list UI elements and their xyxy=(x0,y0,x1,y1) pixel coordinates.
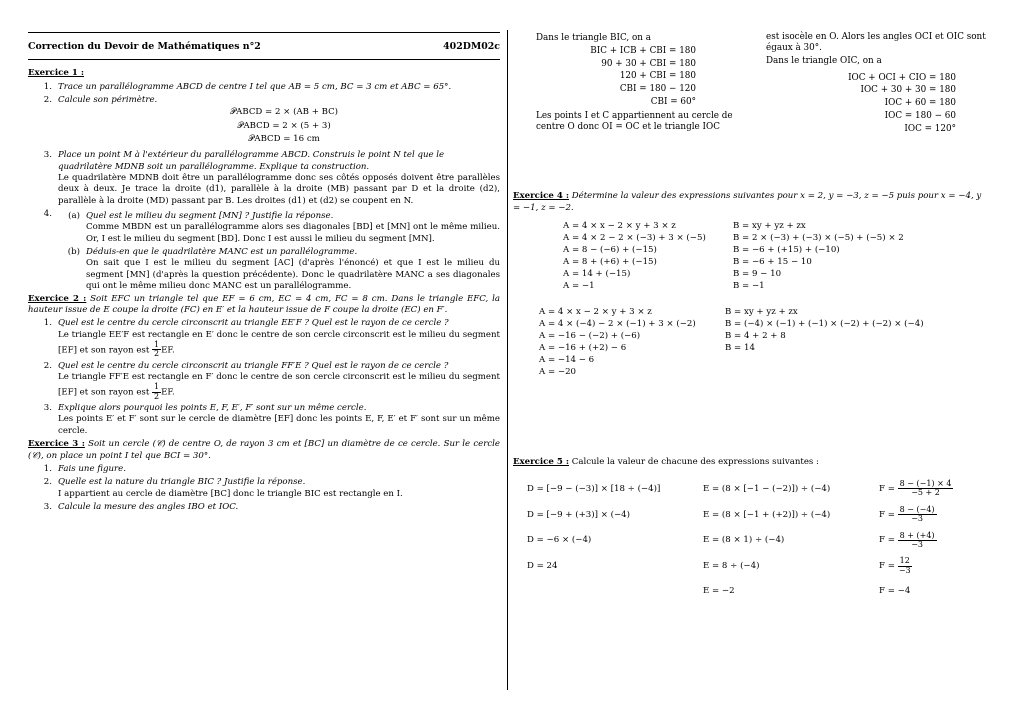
f-fraction: $\frac{8 + (+4)}{-3}$ xyxy=(899,530,935,549)
ex2-answer-1: Le triangle EE′F est rectangle en E′ donc le centre de son cercle circonscrit est le milieu du segment [EF] et son rayon est $\frac{1}{2}$ EF. xyxy=(58,329,500,359)
equation-line: IOC = 180 − 60 xyxy=(884,110,956,121)
ex4-set-1 xyxy=(563,220,987,292)
exercise-3 xyxy=(28,439,500,513)
f-fraction: $\frac{8 - (-1) \times 4}{-5 + 2}$ xyxy=(899,479,952,498)
one-half-fraction: $\frac{1}{2}$ xyxy=(154,339,160,359)
isoceles-text: Les points I et C appartiennent au cercle de centre O donc OI = OC et le triangle IOC xyxy=(536,110,733,133)
header-bottom-rule xyxy=(28,59,500,60)
ex2-question-2: 2. Quel est le centre du cercle circonscrit au triangle FF′E ? Quel est le rayon de ce cercle ? Le triangle FF′E est rectangle en F′ donc le centre de son cercle circonscrit est le milieu du segment [EF] et son rayon est $\frac{1}{2}$ EF. xyxy=(43,360,500,401)
ex4-set2-A: A = 4 × x − 2 × y + 3 × z A = 4 × (−4) − 2 × (−1) + 3 × (−2) A = −16 − (−2) + (−6) A = −16 + (+2) − 6 A = −14 − 6 A = −20 xyxy=(539,307,696,378)
ex1-question-4a: (a) Quel est le milieu du segment [MN] ? Justifie la réponse. Comme MBDN est un parallélogramme alors ses diagonales [BD] et [MN] ont le même milieu. Or, I est le milieu du segment [BD]. Donc I est aussi le milieu du segment [MN]. xyxy=(68,211,500,244)
exercise-4 xyxy=(513,190,987,378)
document-code: 402DM02c xyxy=(443,41,500,52)
exercise-3-label: Exercice 3 : xyxy=(28,439,85,450)
ex2-question-1: 1. Quel est le centre du cercle circonscrit au triangle EE′F ? Quel est le rayon de ce cercle ? Le triangle EE′F est rectangle en E′ donc le centre de son cercle circonscrit est le milieu du segment [EF] et son rayon est $\frac{1}{2}$ EF. xyxy=(43,318,500,359)
equation-line: 90 + 30 + CBI = 180 xyxy=(601,58,696,69)
ex2-intro: Soit EFC un triangle tel que EF = 6 cm, EC = 4 cm, FC = 8 cm. Dans le triangle EFC, la hauteur issue de E coupe la droite (FC) en E′ et la hauteur issue de F coupe la droite (EC) en F′. xyxy=(28,293,500,315)
ex3-question-2: 2. Quelle est la nature du triangle BIC ? Justifie la réponse. I appartient au cercle de diamètre [BC] donc le triangle BIC est rectangle en I. xyxy=(28,477,500,500)
perimeter-line: 𝒫ABCD = 16 cm xyxy=(248,134,320,145)
f-fraction: $\frac{8 - (-4)}{-3}$ xyxy=(899,504,935,524)
ex3-intro: Soit un cercle (𝒞) de centre O, de rayon 3 cm et [BC] un diamètre de ce cercle. Sur le cercle (𝒞), on place un point I tel que BCI = 30°. xyxy=(28,439,500,461)
bic-equations xyxy=(536,45,696,109)
equation-line: CBI = 60° xyxy=(650,96,696,107)
ex5-intro: Calcule la valeur de chacune des expressions suivantes : xyxy=(571,457,819,467)
f-fraction: $\frac{12}{-3}$ xyxy=(898,556,911,575)
header xyxy=(28,33,500,59)
equation-line: 120 + CBI = 180 xyxy=(619,71,696,82)
ex1-answer-3: Le quadrilatère MDNB doit être un parallélogramme donc ses côtés opposés doivent être parallèles deux à deux. Je trace la droite (d1), parallèle à la droite (MB) passant par D et la droite (d2), parallèle à la droite (MD) passant par B. Les droites (d1) et (d2) se coupent en N. xyxy=(58,173,500,206)
ex4-intro: Détermine la valeur des expressions suivantes pour x = 2, y = −3, z = −5 puis pour x = −4, y = −1, z = −2. xyxy=(513,191,982,214)
exercise-5-label: Exercice 5 : xyxy=(513,457,570,467)
ex1-question-4b: (b) Déduis-en que le quadrilatère MANC est un parallélogramme. On sait que I est le milieu du segment [AC] (d'après l'énoncé) et que I est le milieu du segment [MN] (d'après la question précédente). Donc le quadrilatère MANC a ses diagonales qui ont le même milieu donc MANC est un parallélogramme. xyxy=(67,247,500,292)
exercise-4-label: Exercice 4 : xyxy=(513,191,570,201)
ex3-calc-oic: est isocèle en O. Alors les angles OCI et OIC sont égaux à 30°. Dans le triangle OIC, on a IOC + OCI + CIO = 180 IOC + 30 + 30 = 180 IOC + 60 = 180 IOC = 180 − 60 IOC = 120° xyxy=(766,32,986,134)
ex2-question-3: 3. Explique alors pourquoi les points E, F, E′, F′ sont sur un même cercle. Les points E′ et F′ sont sur le cercle de diamètre [EF] donc les points E, F, E′ et F′ sont sur un même cercle. xyxy=(43,403,500,436)
equation-line: CBI = 180 − 120 xyxy=(619,84,696,94)
ex3-answer-2: I appartient au cercle de diamètre [BC] donc le triangle BIC est rectangle en I. xyxy=(58,488,403,499)
ex1-question-3: 3. Place un point M à l'extérieur du parallélogramme ABCD. Construis le point N tel que le quadrilatère MDNB soit un parallélogramme. Explique ta construction. Le quadrilatère MDNB doit être un parallélogramme donc ses côtés opposés doivent être parallèles deux à deux. Je trace la droite (d1), parallèle à la droite (MB) passant par D et la droite (d2), parallèle à la droite (MD) passant par B. Les droites (d1) et (d2) se coupent en N. xyxy=(43,150,500,206)
ex3-calc-bic: Dans le triangle BIC, on a BIC + ICB + CBI = 180 90 + 30 + CBI = 180 120 + CBI = 180 CBI = 180 − 120 CBI = 60° Les points I et C appartiennent au cercle de centre O donc OI = OC et le triangle IOC xyxy=(536,32,758,134)
exercise-2 xyxy=(28,294,500,438)
perimeter-calculation xyxy=(68,106,500,146)
exercise-2-label: Exercice 2 : xyxy=(28,293,87,304)
ex3-question-3: 3. Calcule la mesure des angles IBO et IOC. xyxy=(43,501,239,512)
equation-line: BIC + ICB + CBI = 180 xyxy=(590,45,696,56)
equation-line: IOC = 120° xyxy=(904,123,956,134)
ex4-set-2 xyxy=(539,306,987,378)
ex1-question-4: 4. (a) Quel est le milieu du segment [MN] ? Justifie la réponse. Comme MBDN est un parallélogramme alors ses diagonales [BD] et [MN] ont le même milieu. Or, I est le milieu du segment [BD]. Donc I est aussi le milieu du segment [MN]. (b) Déduis-en que le quadrilatère MANC est un parallélogramme. On sait que I est le milieu du segment [AC] (d'après l'énoncé) et que I est le milieu du segment [MN] (d'après la question précédente). Donc le quadrilatère MANC a ses diagonales qui ont le même milieu donc MANC est un parallélogramme. xyxy=(43,209,500,292)
ex3-question-1: 1. Fais une figure. xyxy=(43,463,126,474)
equation-line: IOC + 30 + 30 = 180 xyxy=(860,85,956,96)
left-column xyxy=(28,32,500,513)
column-divider xyxy=(507,30,508,690)
document-title: Correction du Devoir de Mathématiques n°2 xyxy=(28,41,261,52)
perimeter-line: 𝒫ABCD = 2 × (5 + 3) xyxy=(237,120,331,131)
perimeter-line: 𝒫ABCD = 2 × (AB + BC) xyxy=(229,107,339,118)
ex4-set2-B: B = xy + yz + zx B = (−4) × (−1) + (−1) × (−2) + (−2) × (−4) B = 4 + 2 + 8 B = 14 xyxy=(725,307,924,354)
equation-line: IOC + 60 = 180 xyxy=(884,98,956,109)
ex1-answer-4a: Comme MBDN est un parallélogramme alors ses diagonales [BD] et [MN] ont le même milieu. Or, I est le milieu du segment [BD]. Donc I est aussi le milieu du segment [MN]. xyxy=(86,222,500,244)
ex4-set1-B: B = xy + yz + zx B = 2 × (−3) + (−3) × (−5) + (−5) × 2 B = −6 + (+15) + (−10) B = −6 + 15 − 10 B = 9 − 10 B = −1 xyxy=(733,221,904,292)
exercise-1 xyxy=(28,68,500,292)
ex1-answer-4b: On sait que I est le milieu du segment [AC] (d'après l'énoncé) et que I est le milieu du segment [MN] (d'après la question précédente). Donc le quadrilatère MANC a ses diagonales qui ont le même milieu donc MANC est un parallélogramme. xyxy=(86,258,500,292)
ex2-answer-2: Le triangle FF′E est rectangle en F′ donc le centre de son cercle circonscrit est le milieu du segment [EF] et son rayon est $\frac{1}{2}$ EF. xyxy=(58,372,500,401)
equation-line: IOC + OCI + CIO = 180 xyxy=(848,72,956,83)
exercise-1-label: Exercice 1 : xyxy=(28,68,85,79)
ex5-grid: D = [−9 − (−3)] × [18 ÷ (−4)] E = (8 × [−1 − (−2)]) ÷ (−4) F = $\frac{8 - (-1) \times 4}{-5 + 2}$ D = [−9 + (+3)] × (−4) E = (8 × [−1 + (+2)]) ÷ (−4) F = $\frac{8 - (-4)}{-3}$ D = −6 × (−4) E = (8 × 1) ÷ (−4) F = $\frac{8 + (+4)}{-3}$ D = 24 E = 8 ÷ (−4) F = $\frac{12}{-3}$ E = −2 F = −4 xyxy=(527,479,952,597)
ex2-answer-3: Les points E′ et F′ sont sur le cercle de diamètre [EF] donc les points E, F, E′ et F′ sont sur un même cercle. xyxy=(58,414,500,436)
ex4-set1-A: A = 4 × x − 2 × y + 3 × z A = 4 × 2 − 2 × (−3) + 3 × (−5) A = 8 − (−6) + (−15) A = 8 + (+6) + (−15) A = 14 + (−15) A = −1 xyxy=(563,221,706,292)
one-half-fraction: $\frac{1}{2}$ xyxy=(154,382,160,401)
ex1-question-2: 2. Calcule son périmètre. xyxy=(43,95,158,106)
ex1-question-1: 1. Trace un parallélogramme ABCD de centre I tel que AB = 5 cm, BC = 3 cm et ABC = 65°. xyxy=(43,81,452,92)
oic-equations xyxy=(766,72,956,136)
exercise-5 xyxy=(513,456,987,599)
